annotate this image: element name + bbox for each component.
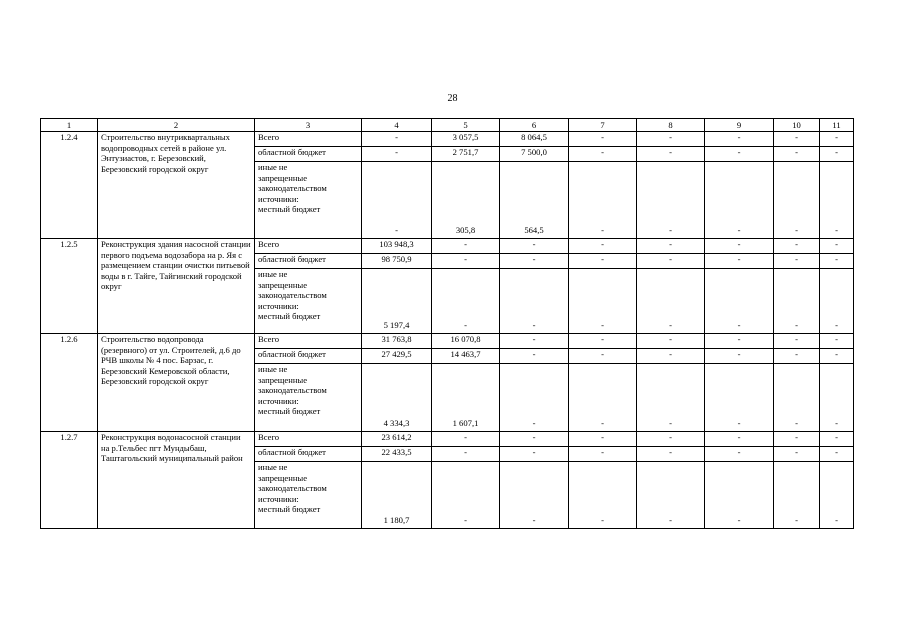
source-total-label: Всего <box>255 334 362 349</box>
local-value-cell: - <box>637 269 705 334</box>
total-value-cell: - <box>820 239 854 254</box>
regional-value-cell: - <box>637 447 705 462</box>
row-number: 1.2.5 <box>41 239 98 334</box>
regional-value-cell: - <box>569 254 637 269</box>
header-cell: 2 <box>98 119 255 132</box>
regional-value-cell: - <box>820 254 854 269</box>
regional-value-cell: - <box>820 447 854 462</box>
source-label-line: запрещенные <box>258 279 308 290</box>
total-value-cell: - <box>705 334 774 349</box>
regional-value-cell: - <box>820 147 854 162</box>
regional-value-cell: - <box>820 349 854 364</box>
total-value-cell: - <box>569 239 637 254</box>
total-value-cell: - <box>569 132 637 147</box>
header-cell: 11 <box>820 119 854 132</box>
local-value-cell: - <box>820 462 854 529</box>
source-label-line: иные не <box>258 462 288 472</box>
total-value-cell: - <box>774 334 820 349</box>
local-value-cell: - <box>500 462 569 529</box>
source-label-line: законодательством <box>258 483 327 494</box>
local-value-cell: - <box>637 462 705 529</box>
total-value-cell: - <box>569 334 637 349</box>
local-value-cell: - <box>432 269 500 334</box>
total-value-cell: - <box>774 132 820 147</box>
local-value-cell: 564,5 <box>500 162 569 239</box>
local-value-cell: - <box>637 364 705 432</box>
local-value-cell: - <box>569 162 637 239</box>
header-cell: 1 <box>41 119 98 132</box>
total-value-cell: - <box>432 239 500 254</box>
total-value-cell: - <box>637 239 705 254</box>
source-regional-label: областной бюджет <box>255 447 362 462</box>
regional-value-cell: - <box>705 447 774 462</box>
row-number: 1.2.4 <box>41 132 98 239</box>
regional-value-cell: - <box>705 254 774 269</box>
source-regional-label: областной бюджет <box>255 147 362 162</box>
project-name: Реконструкция водонасосной станции на р.Тельбес пгт Мундыбаш, Таштагольский муниципальный район <box>98 432 255 529</box>
local-value-cell: - <box>705 269 774 334</box>
source-label-line: иные не <box>258 269 288 279</box>
source-other-label <box>255 269 362 334</box>
page-number: 28 <box>447 93 458 104</box>
local-value-cell: - <box>432 462 500 529</box>
header-cell: 7 <box>569 119 637 132</box>
source-total-label: Всего <box>255 432 362 447</box>
source-other-label <box>255 364 362 432</box>
source-label-line: местный бюджет <box>258 504 321 515</box>
local-value-cell: 1 180,7 <box>362 462 432 529</box>
regional-value-cell: - <box>432 254 500 269</box>
regional-value-cell: 27 429,5 <box>362 349 432 364</box>
local-value-cell: - <box>362 162 432 239</box>
regional-value-cell: - <box>637 349 705 364</box>
local-value-cell: - <box>705 162 774 239</box>
source-label-line: местный бюджет <box>258 311 321 322</box>
local-value-cell: - <box>500 364 569 432</box>
source-regional-label: областной бюджет <box>255 349 362 364</box>
source-label-line: законодательством <box>258 290 327 301</box>
local-value-cell: - <box>820 269 854 334</box>
regional-value-cell: - <box>774 254 820 269</box>
local-value-cell: - <box>637 162 705 239</box>
regional-value-cell: - <box>362 147 432 162</box>
total-value-cell: - <box>705 239 774 254</box>
source-label-line: источники: <box>258 493 299 504</box>
header-cell: 9 <box>705 119 774 132</box>
total-value-cell: - <box>774 239 820 254</box>
total-value-cell: - <box>500 334 569 349</box>
local-value-cell: 4 334,3 <box>362 364 432 432</box>
local-value-cell: - <box>705 364 774 432</box>
regional-value-cell: - <box>432 447 500 462</box>
local-value-cell: - <box>569 462 637 529</box>
project-name: Строительство водопровода (резервного) от ул. Строителей, д.6 до РЧВ школы № 4 пос. Барзас, г. Березовский Кемеровской области, Березовский городской округ <box>98 334 255 432</box>
project-name: Строительство внутриквартальных водопроводных сетей в районе ул. Энтузиастов, г. Березовский, Березовский городской округ <box>98 132 255 239</box>
table-row-total <box>41 132 854 147</box>
header-cell: 6 <box>500 119 569 132</box>
source-label-line: источники: <box>258 300 299 311</box>
regional-value-cell: - <box>705 147 774 162</box>
header-row <box>41 119 854 132</box>
total-value-cell: - <box>820 432 854 447</box>
regional-value-cell: - <box>569 147 637 162</box>
total-value-cell: - <box>500 239 569 254</box>
source-label-line: запрещенные <box>258 374 308 385</box>
row-number: 1.2.6 <box>41 334 98 432</box>
local-value-cell: - <box>774 462 820 529</box>
row-number: 1.2.7 <box>41 432 98 529</box>
total-value-cell: 103 948,3 <box>362 239 432 254</box>
table-body <box>41 119 854 529</box>
local-value-cell: - <box>569 269 637 334</box>
regional-value-cell: 2 751,7 <box>432 147 500 162</box>
header-cell: 10 <box>774 119 820 132</box>
source-total-label: Всего <box>255 132 362 147</box>
regional-value-cell: 14 463,7 <box>432 349 500 364</box>
source-label-line: местный бюджет <box>258 406 321 417</box>
local-value-cell: - <box>569 364 637 432</box>
regional-value-cell: - <box>500 349 569 364</box>
local-value-cell: - <box>774 162 820 239</box>
table-row-total <box>41 334 854 349</box>
local-value-cell: - <box>820 364 854 432</box>
source-other-label <box>255 462 362 529</box>
local-value-cell: 305,8 <box>432 162 500 239</box>
regional-value-cell: - <box>774 447 820 462</box>
local-value-cell: - <box>820 162 854 239</box>
total-value-cell: 23 614,2 <box>362 432 432 447</box>
source-label-line: иные не <box>258 162 288 172</box>
header-cell: 4 <box>362 119 432 132</box>
total-value-cell: - <box>637 432 705 447</box>
regional-value-cell: 98 750,9 <box>362 254 432 269</box>
total-value-cell: 8 064,5 <box>500 132 569 147</box>
total-value-cell: 3 057,5 <box>432 132 500 147</box>
source-total-label: Всего <box>255 239 362 254</box>
source-label-line: запрещенные <box>258 172 308 183</box>
total-value-cell: - <box>569 432 637 447</box>
local-value-cell: - <box>774 364 820 432</box>
local-value-cell: - <box>705 462 774 529</box>
source-label-line: источники: <box>258 193 299 204</box>
local-value-cell: - <box>500 269 569 334</box>
local-value-cell: 5 197,4 <box>362 269 432 334</box>
source-regional-label: областной бюджет <box>255 254 362 269</box>
total-value-cell: - <box>637 334 705 349</box>
source-label-line: источники: <box>258 395 299 406</box>
regional-value-cell: - <box>500 254 569 269</box>
header-cell: 8 <box>637 119 705 132</box>
table-row-total <box>41 432 854 447</box>
total-value-cell: 16 070,8 <box>432 334 500 349</box>
table-row-total <box>41 239 854 254</box>
total-value-cell: - <box>820 132 854 147</box>
total-value-cell: - <box>705 432 774 447</box>
budget-table <box>40 118 854 529</box>
source-label-line: иные не <box>258 364 288 374</box>
source-other-label <box>255 162 362 239</box>
total-value-cell: - <box>820 334 854 349</box>
source-label-line: местный бюджет <box>258 204 321 215</box>
local-value-cell: - <box>774 269 820 334</box>
regional-value-cell: - <box>774 147 820 162</box>
regional-value-cell: - <box>637 147 705 162</box>
total-value-cell: - <box>774 432 820 447</box>
regional-value-cell: 22 433,5 <box>362 447 432 462</box>
source-label-line: запрещенные <box>258 472 308 483</box>
total-value-cell: - <box>637 132 705 147</box>
regional-value-cell: - <box>500 447 569 462</box>
source-label-line: законодательством <box>258 385 327 396</box>
total-value-cell: - <box>500 432 569 447</box>
regional-value-cell: - <box>569 349 637 364</box>
header-cell: 5 <box>432 119 500 132</box>
total-value-cell: 31 763,8 <box>362 334 432 349</box>
regional-value-cell: - <box>705 349 774 364</box>
regional-value-cell: 7 500,0 <box>500 147 569 162</box>
local-value-cell: 1 607,1 <box>432 364 500 432</box>
total-value-cell: - <box>432 432 500 447</box>
project-name: Реконструкция здания насосной станции первого подъема водозабора на р. Яя с размещением станции очистки питьевой воды в г. Тайге, Тайгинский городской округ <box>98 239 255 334</box>
regional-value-cell: - <box>774 349 820 364</box>
regional-value-cell: - <box>637 254 705 269</box>
source-label-line: законодательством <box>258 183 327 194</box>
total-value-cell: - <box>362 132 432 147</box>
regional-value-cell: - <box>569 447 637 462</box>
header-cell: 3 <box>255 119 362 132</box>
total-value-cell: - <box>705 132 774 147</box>
